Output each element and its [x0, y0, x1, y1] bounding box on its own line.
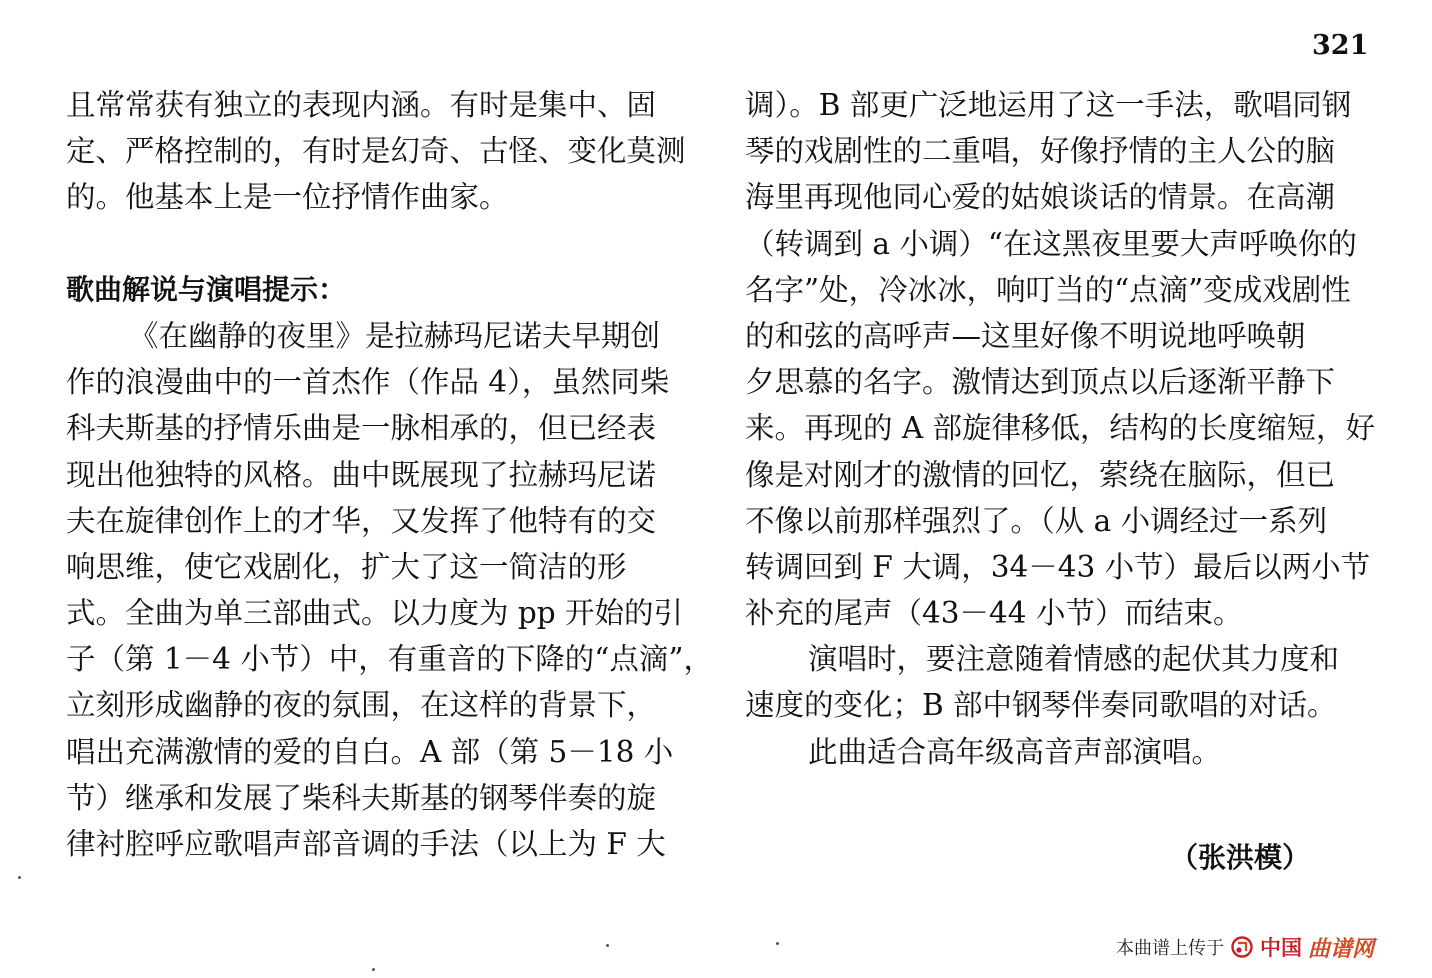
upload-text: 本曲谱上传于 [1116, 938, 1224, 959]
text-line: 名字”处，冷冰冰，响叮当的“点滴”变成戏剧性 [745, 272, 1351, 307]
text-line: 不像以前那样强烈了。（从 a 小调经过一系列 [745, 503, 1328, 538]
text-line: 补充的尾声（43－44 小节）而结束。 [745, 596, 1243, 631]
text-line: 海里再现他同心爱的姑娘谈话的情景。在高潮 [745, 180, 1336, 215]
text-line: 律衬腔呼应歌唱声部音调的手法（以上为 F 大 [66, 827, 666, 861]
text-line: 现出他独特的风格。曲中既展现了拉赫玛尼诺 [66, 457, 657, 492]
text-line: 作的浪漫曲中的一首杰作（作品 4），虽然同柴 [66, 365, 670, 400]
scan-speck [606, 944, 609, 947]
upload-footer [1116, 934, 1374, 960]
text-line: 调）。B 部更广泛地运用了这一手法，歌唱同钢 [745, 88, 1352, 122]
text-line: 响思维，使它戏剧化，扩大了这一简洁的形 [66, 549, 627, 584]
text-line: 定、严格控制的，有时是幻奇、古怪、变化莫测 [66, 134, 686, 169]
scan-speck [776, 942, 779, 945]
text-line: 立刻形成幽静的夜的氛围，在这样的背景下， [66, 688, 657, 723]
text-line: 的。他基本上是一位抒情作曲家。 [66, 180, 509, 215]
text-line: 夫在旋律创作上的才华，又发挥了他特有的交 [66, 503, 657, 538]
text-line: 来。再现的 A 部旋律移低，结构的长度缩短，好 [745, 411, 1376, 446]
text-line: 式。全曲为单三部曲式。以力度为 pp 开始的引 [66, 596, 684, 631]
singing-tip-line: 演唱时，要注意随着情感的起伏其力度和 [808, 642, 1340, 677]
text-line: 子（第 1－4 小节）中，有重音的下降的“点滴”， [66, 642, 713, 677]
scan-speck [18, 876, 21, 879]
site-logo-text: 中国 [1260, 936, 1302, 960]
text-line: 夕思慕的名字。激情达到顶点以后逐渐平静下 [745, 365, 1336, 400]
text-line: 的和弦的高呼声—这里好像不明说地呼唤朝 [745, 318, 1306, 353]
text-line: 科夫斯基的抒情乐曲是一脉相承的，但已经表 [66, 411, 657, 446]
text-line: 《在幽静的夜里》是拉赫玛尼诺夫早期创 [129, 318, 661, 353]
text-line: 且常常获有独立的表现内涵。有时是集中、固 [66, 88, 657, 122]
text-line: 像是对刚才的激情的回忆，萦绕在脑际，但已 [745, 457, 1336, 492]
paragraph-gap [66, 221, 686, 267]
left-column [66, 82, 713, 867]
text-line: 琴的戏剧性的二重唱，好像抒情的主人公的脑 [745, 134, 1336, 169]
text-line: （转调到 a 小调）“在这黑夜里要大声呼唤你的 [745, 226, 1357, 261]
section-heading: 歌曲解说与演唱提示： [66, 272, 347, 306]
music-note-logo-icon [1230, 936, 1254, 958]
text-line: 唱出充满激情的爱的自白。A 部（第 5－18 小 [66, 734, 674, 769]
author-signature: （张洪模） [1170, 841, 1311, 874]
site-logo-accent: 曲谱网 [1308, 935, 1375, 962]
text-line: 节）继承和发展了柴科夫斯基的钢琴伴奏的旋 [66, 780, 657, 815]
suitability-note: 此曲适合高年级高音声部演唱。 [808, 734, 1222, 769]
page-number: 321 [1312, 30, 1369, 61]
singing-tip-line: 速度的变化；B 部中钢琴伴奏同歌唱的对话。 [745, 688, 1337, 723]
scan-speck [372, 968, 375, 971]
right-column [745, 82, 1376, 775]
text-line: 转调回到 F 大调，34－43 小节）最后以两小节 [745, 549, 1371, 584]
